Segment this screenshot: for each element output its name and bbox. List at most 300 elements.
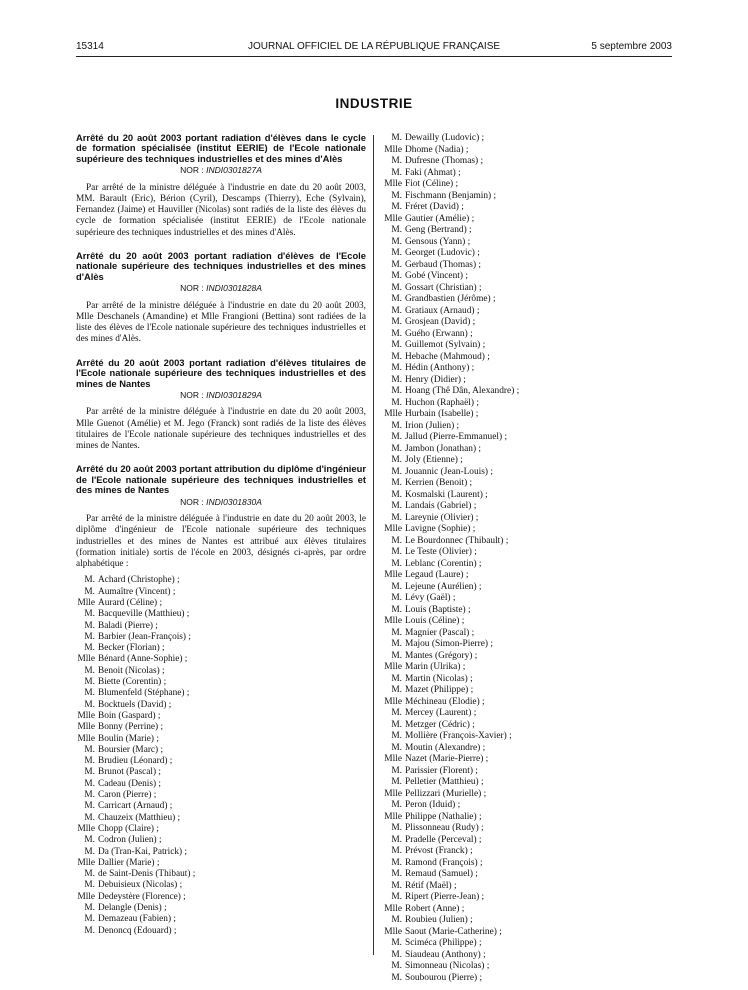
list-item — [383, 455, 673, 467]
civility: Mlle — [77, 598, 95, 608]
list-item — [76, 587, 366, 598]
civility: M. — [391, 328, 402, 339]
person-name: Hoang (Thê Dân, Alexandre) ; — [405, 386, 520, 396]
civility: Mlle — [384, 926, 402, 937]
list-item — [76, 688, 366, 699]
civility: Mlle — [384, 570, 402, 580]
person-name: Aumaître (Vincent) ; — [98, 586, 176, 597]
person-name: Pellizzari (Murielle) ; — [405, 788, 487, 799]
person-name: Jouannic (Jean-Louis) ; — [405, 466, 493, 477]
civility: M. — [391, 133, 402, 143]
list-item — [76, 767, 366, 778]
civility: M. — [84, 744, 95, 755]
article — [76, 133, 366, 239]
person-name: Remaud (Samuel) ; — [405, 869, 478, 879]
civility: M. — [84, 677, 95, 688]
list-item — [383, 294, 673, 306]
civility: M. — [391, 742, 402, 753]
person-name: Brunot (Pascal) ; — [98, 767, 161, 778]
civility: M. — [391, 489, 402, 500]
nor-code: INDI0301830A — [206, 496, 262, 507]
list-item — [383, 570, 673, 582]
list-item — [383, 858, 673, 870]
civility: Mlle — [384, 811, 402, 822]
list-item — [383, 352, 673, 364]
civility: M. — [391, 650, 402, 661]
list-item — [383, 605, 673, 617]
person-name: Chopp (Claire) ; — [98, 823, 159, 834]
person-name: Joly (Etienne) ; — [405, 455, 463, 465]
nor-reference — [76, 165, 366, 176]
person-name: Jallud (Pierre-Emmanuel) ; — [405, 432, 508, 442]
person-name: Huchon (Raphaël) ; — [405, 397, 479, 408]
civility: M. — [391, 466, 402, 477]
person-name: Le Teste (Olivier) ; — [405, 547, 477, 557]
article-body: Par arrêté de la ministre déléguée à l'industrie en date du 20 août 2003, MM. Barault (Eric), Bérion (Cyril), Descamps (Thierry), Eche (Sylvain), Fernandez (Jaime) et Hauviller (Nicolas) sont radiés de la liste des élèves du cycle de formation spécialisée (institut EERIE) de l'Ecole nationale supérieure des techniques industrielles et des mines d'Alès. — [76, 182, 366, 238]
list-item — [383, 835, 673, 847]
list-item — [76, 858, 366, 869]
civility: M. — [391, 673, 402, 684]
list-item — [76, 722, 366, 733]
list-item — [383, 961, 673, 973]
list-item — [76, 734, 366, 745]
list-item — [76, 609, 366, 620]
list-item — [76, 575, 366, 586]
left-column — [76, 133, 366, 949]
civility: M. — [391, 236, 402, 247]
list-item — [383, 513, 673, 525]
person-name: Martin (Nicolas) ; — [405, 673, 473, 684]
article — [76, 358, 366, 453]
person-name: Fréret (David) ; — [405, 202, 464, 212]
civility: Mlle — [384, 696, 402, 707]
nor-reference — [76, 390, 366, 401]
civility: Mlle — [384, 179, 402, 189]
person-name: Sciméca (Philippe) ; — [405, 938, 482, 948]
civility: M. — [391, 225, 402, 235]
civility: M. — [391, 777, 402, 787]
person-name: Ripert (Pierre-Jean) ; — [405, 892, 485, 902]
civility: M. — [391, 800, 402, 810]
list-item — [76, 677, 366, 688]
civility: M. — [84, 643, 95, 654]
civility: M. — [84, 835, 95, 846]
list-item — [76, 745, 366, 756]
person-name: Baladi (Pierre) ; — [98, 620, 158, 631]
person-name: Dufresne (Thomas) ; — [405, 156, 484, 166]
list-item — [383, 202, 673, 214]
list-item — [383, 904, 673, 916]
civility: M. — [391, 374, 402, 385]
graduate-list-left — [76, 575, 366, 937]
list-item — [383, 789, 673, 801]
list-item — [383, 490, 673, 502]
civility: M. — [84, 575, 95, 586]
list-item — [383, 145, 673, 157]
list-item — [383, 317, 673, 329]
person-name: Legaud (Laure) ; — [405, 570, 469, 580]
list-item — [76, 926, 366, 937]
civility: M. — [391, 167, 402, 178]
civility: M. — [391, 386, 402, 396]
list-item — [76, 824, 366, 835]
civility: M. — [84, 812, 95, 823]
civility: M. — [391, 282, 402, 293]
civility: M. — [84, 880, 95, 891]
nor-label: NOR : — [180, 389, 207, 400]
civility: M. — [391, 639, 402, 649]
person-name: Dallier (Marie) ; — [98, 857, 160, 868]
list-item — [76, 790, 366, 801]
list-item — [76, 847, 366, 858]
person-name: Rétif (Maël) ; — [405, 880, 457, 891]
civility: M. — [84, 756, 95, 767]
civility: M. — [84, 688, 95, 699]
list-item — [383, 743, 673, 755]
person-name: Simonneau (Nicolas) ; — [405, 961, 490, 971]
person-name: Louis (Baptiste) ; — [405, 604, 471, 615]
list-item — [383, 915, 673, 927]
list-item — [383, 823, 673, 835]
civility: M. — [391, 259, 402, 270]
list-item — [76, 756, 366, 767]
civility: M. — [391, 949, 402, 960]
person-name: Faki (Ahmat) ; — [405, 167, 461, 178]
person-name: Demazeau (Fabien) ; — [98, 914, 176, 925]
list-item — [76, 621, 366, 632]
civility: Mlle — [384, 213, 402, 224]
civility: M. — [391, 363, 402, 373]
person-name: Bacqueville (Matthieu) ; — [98, 609, 190, 620]
person-name: Leblanc (Corentin) ; — [405, 558, 482, 569]
header-rule — [76, 56, 672, 57]
person-name: Lejeune (Aurélien) ; — [405, 581, 482, 592]
civility: M. — [84, 620, 95, 631]
list-item — [383, 708, 673, 720]
article-title: Arrêté du 20 août 2003 portant radiation d'élèves dans le cycle de formation spécialisée (institut EERIE) de l'Ecole nationale supérieure des techniques industrielles et des mines d'Alès — [76, 132, 366, 164]
civility: M. — [391, 420, 402, 431]
list-item — [383, 179, 673, 191]
person-name: Hebache (Mahmoud) ; — [405, 351, 490, 362]
civility: Mlle — [384, 754, 402, 764]
person-name: Irion (Julien) ; — [405, 420, 460, 431]
list-item — [383, 421, 673, 433]
person-name: Boin (Gaspard) ; — [98, 710, 161, 721]
list-item — [383, 329, 673, 341]
person-name: Pradelle (Perceval) ; — [405, 834, 482, 845]
nor-code: INDI0301828A — [206, 283, 262, 294]
list-item — [383, 674, 673, 686]
person-name: Achard (Christophe) ; — [98, 575, 180, 586]
person-name: Becker (Florian) ; — [98, 643, 165, 654]
person-name: Siaudeau (Anthony) ; — [405, 949, 486, 960]
person-name: Mercey (Laurent) ; — [405, 708, 477, 718]
person-name: Guého (Erwann) ; — [405, 328, 473, 339]
civility: M. — [391, 501, 402, 511]
civility: M. — [391, 558, 402, 569]
person-name: Lévy (Gaël) ; — [405, 593, 456, 603]
civility: M. — [391, 765, 402, 776]
page-header — [76, 41, 672, 55]
civility: Mlle — [77, 733, 95, 744]
list-item — [383, 248, 673, 260]
list-item — [76, 779, 366, 790]
civility: M. — [84, 586, 95, 597]
article — [76, 464, 366, 937]
civility: M. — [391, 731, 402, 741]
list-item — [383, 973, 673, 985]
person-name: Barbier (Jean-François) ; — [98, 631, 191, 642]
person-name: Le Bourdonnec (Thibault) ; — [405, 535, 509, 546]
person-name: Benoit (Nicolas) ; — [98, 665, 165, 676]
person-name: Lareynie (Olivier) ; — [405, 512, 479, 523]
person-name: Denoncq (Edouard) ; — [98, 925, 177, 936]
civility: M. — [391, 581, 402, 592]
civility: M. — [391, 972, 402, 983]
list-item — [383, 628, 673, 640]
person-name: Méchineau (Elodie) ; — [405, 696, 485, 707]
list-item — [383, 639, 673, 651]
person-name: Philippe (Nathalie) ; — [405, 811, 482, 822]
civility: M. — [391, 708, 402, 718]
person-name: Mazet (Philippe) ; — [405, 685, 474, 695]
person-name: Boursier (Marc) ; — [98, 744, 164, 755]
civility: M. — [391, 190, 402, 201]
civility: Mlle — [384, 144, 402, 155]
list-item — [383, 133, 673, 145]
civility: M. — [391, 317, 402, 327]
list-item — [383, 168, 673, 180]
person-name: Fiot (Céline) ; — [405, 179, 459, 189]
list-item — [383, 812, 673, 824]
person-name: Gossart (Christian) ; — [405, 282, 482, 293]
civility: Mlle — [384, 409, 402, 419]
civility: M. — [391, 880, 402, 891]
list-item — [76, 813, 366, 824]
person-name: Georget (Ludovic) ; — [405, 248, 480, 258]
person-name: Jambon (Jonathan) ; — [405, 443, 482, 454]
person-name: Saout (Marie-Catherine) ; — [405, 926, 502, 937]
civility: Mlle — [77, 654, 95, 665]
person-name: Blumenfeld (Stéphane) ; — [98, 688, 190, 699]
person-name: Louis (Céline) ; — [405, 616, 465, 626]
civility: M. — [391, 340, 402, 350]
list-item — [76, 914, 366, 925]
person-name: Grandbastien (Jérôme) ; — [405, 294, 496, 304]
person-name: Roubieu (Julien) ; — [405, 915, 473, 925]
person-name: Chauzeix (Matthieu) ; — [98, 812, 181, 823]
person-name: de Saint-Denis (Thibaut) ; — [98, 869, 196, 880]
civility: M. — [84, 869, 95, 880]
person-name: Robert (Anne) ; — [405, 903, 465, 914]
person-name: Lavigne (Sophie) ; — [405, 524, 476, 534]
article — [76, 251, 366, 346]
list-item — [383, 375, 673, 387]
person-name: Pelletier (Matthieu) ; — [405, 777, 484, 787]
civility: M. — [391, 685, 402, 695]
civility: M. — [391, 719, 402, 730]
civility: M. — [84, 665, 95, 676]
nor-code: INDI0301827A — [206, 165, 262, 176]
person-name: Biette (Corentin) ; — [98, 677, 167, 688]
person-name: Hédin (Anthony) ; — [405, 363, 475, 373]
civility: M. — [84, 903, 95, 914]
person-name: Mantes (Grégory) ; — [405, 650, 478, 661]
civility: Mlle — [77, 857, 95, 868]
list-item — [383, 593, 673, 605]
person-name: Moutin (Alexandre) ; — [405, 742, 486, 753]
list-item — [383, 800, 673, 812]
list-item — [76, 643, 366, 654]
list-item — [383, 363, 673, 375]
civility: Mlle — [384, 903, 402, 914]
person-name: Majou (Simon-Pierre) ; — [405, 639, 494, 649]
person-name: Bénard (Anne-Sophie) ; — [98, 654, 188, 665]
person-name: Prévost (Franck) ; — [405, 846, 473, 856]
person-name: Kosmalski (Laurent) ; — [405, 489, 488, 500]
person-name: Dhome (Nadia) ; — [405, 144, 469, 155]
person-name: Gratiaux (Arnaud) ; — [405, 305, 480, 316]
civility: M. — [84, 790, 95, 801]
person-name: Debuisieux (Nicolas) ; — [98, 880, 183, 891]
person-name: Aurard (Céline) ; — [98, 598, 163, 608]
civility: Mlle — [77, 710, 95, 721]
page-number: 15314 — [76, 41, 104, 52]
list-item — [383, 432, 673, 444]
person-name: Fischmann (Benjamin) ; — [405, 190, 497, 201]
article-body: Par arrêté de la ministre déléguée à l'industrie en date du 20 août 2003, le diplôme d'ingénieur de l'Ecole nationale supérieure des techniques industrielles et des mines de Nantes est attribué aux élèves titulaires (formation initiale) sortis de l'école en 2003, désignés ci-après, par ordre alphabétique : — [76, 513, 366, 570]
article-body: Par arrêté de la ministre déléguée à l'industrie en date du 20 août 2003, Mlle Deschanels (Amandine) et Mlle Frangioni (Bettina) sont radiées de la liste des élèves de l'Ecole nationale supérieure des techniques industrielles et des mines d'Alès. — [76, 300, 366, 345]
person-name: Dedeystère (Florence) ; — [98, 891, 186, 902]
civility: M. — [84, 767, 95, 778]
civility: M. — [391, 938, 402, 948]
person-name: Marin (Ulrika) ; — [405, 662, 466, 672]
civility: M. — [391, 432, 402, 442]
nor-reference — [76, 497, 366, 508]
person-name: Gerbaud (Thomas) ; — [405, 259, 482, 270]
civility: M. — [84, 846, 95, 857]
person-name: Kerrien (Benoit) ; — [405, 478, 473, 488]
list-item — [76, 598, 366, 609]
person-name: Boulin (Marie) ; — [98, 733, 159, 744]
civility: M. — [391, 547, 402, 557]
list-item — [383, 156, 673, 168]
list-item — [383, 467, 673, 479]
list-item — [383, 191, 673, 203]
list-item — [383, 260, 673, 272]
nor-label: NOR : — [180, 165, 207, 176]
list-item — [76, 903, 366, 914]
section-title: INDUSTRIE — [335, 96, 413, 111]
article-title: Arrêté du 20 août 2003 portant radiation d'élèves titulaires de l'Ecole nationale supérieure des techniques industrielles et des mines de Nantes — [76, 356, 366, 389]
list-item — [383, 398, 673, 410]
person-name: Soubourou (Pierre) ; — [405, 972, 483, 983]
civility: M. — [84, 609, 95, 620]
person-name: Peron (Iduid) ; — [405, 800, 461, 810]
list-item — [383, 547, 673, 559]
list-item — [383, 225, 673, 237]
list-item — [383, 651, 673, 663]
graduate-list-right — [383, 133, 673, 984]
civility: M. — [84, 778, 95, 789]
civility: M. — [391, 961, 402, 971]
list-item — [383, 927, 673, 939]
civility: M. — [391, 627, 402, 638]
person-name: Parissier (Florent) ; — [405, 765, 478, 776]
right-column — [383, 133, 673, 984]
list-item — [383, 881, 673, 893]
civility: M. — [391, 305, 402, 316]
person-name: Codron (Julien) ; — [98, 835, 162, 846]
list-item — [76, 632, 366, 643]
nor-code: INDI0301829A — [206, 389, 262, 400]
list-item — [383, 214, 673, 226]
person-name: Geng (Bertrand) ; — [405, 225, 472, 235]
list-item — [383, 950, 673, 962]
article-body: Par arrêté de la ministre déléguée à l'industrie en date du 20 août 2003, Mlle Guenot (Amélie) et M. Jego (Franck) sont radiés de la liste des élèves titulaires de l'Ecole nationale supérieure des techniques industrielles et des mines de Nantes. — [76, 407, 366, 452]
civility: Mlle — [384, 788, 402, 799]
list-item — [383, 386, 673, 398]
person-name: Hurbain (Isabelle) ; — [405, 409, 479, 419]
civility: M. — [391, 823, 402, 833]
list-item — [383, 662, 673, 674]
list-item — [383, 720, 673, 732]
person-name: Carricart (Arnaud) ; — [98, 801, 173, 812]
list-item — [383, 524, 673, 536]
person-name: Brudieu (Léonard) ; — [98, 756, 173, 767]
list-item — [383, 559, 673, 571]
civility: Mlle — [384, 616, 402, 626]
civility: M. — [84, 914, 95, 925]
civility: Mlle — [77, 722, 95, 733]
list-item — [383, 536, 673, 548]
list-item — [383, 283, 673, 295]
person-name: Gautier (Amélie) ; — [405, 213, 475, 224]
list-item — [76, 654, 366, 665]
list-item — [76, 801, 366, 812]
list-item — [76, 892, 366, 903]
person-name: Cadeau (Denis) ; — [98, 778, 161, 789]
list-item — [383, 306, 673, 318]
person-name: Grosjean (David) ; — [405, 317, 476, 327]
civility: M. — [391, 351, 402, 362]
person-name: Landais (Gabriel) ; — [405, 501, 477, 511]
person-name: Plissonneau (Rudy) ; — [405, 823, 484, 833]
list-item — [383, 237, 673, 249]
civility: M. — [391, 248, 402, 258]
civility: Mlle — [77, 823, 95, 834]
civility: M. — [84, 801, 95, 812]
nor-label: NOR : — [180, 283, 207, 294]
list-item — [383, 685, 673, 697]
person-name: Bonny (Perrine) ; — [98, 722, 164, 733]
civility: Mlle — [384, 524, 402, 534]
nor-label: NOR : — [180, 496, 207, 507]
list-item — [383, 340, 673, 352]
civility: M. — [391, 857, 402, 868]
person-name: Nazet (Marie-Pierre) ; — [405, 754, 489, 764]
civility: M. — [391, 604, 402, 615]
person-name: Magnier (Pascal) ; — [405, 627, 475, 638]
civility: M. — [84, 925, 95, 936]
column-divider — [373, 135, 374, 955]
list-item — [383, 731, 673, 743]
list-item — [383, 697, 673, 709]
list-item — [76, 711, 366, 722]
journal-title: JOURNAL OFFICIEL DE LA RÉPUBLIQUE FRANÇAISE — [247, 41, 501, 52]
list-item — [383, 444, 673, 456]
civility: M. — [391, 593, 402, 603]
